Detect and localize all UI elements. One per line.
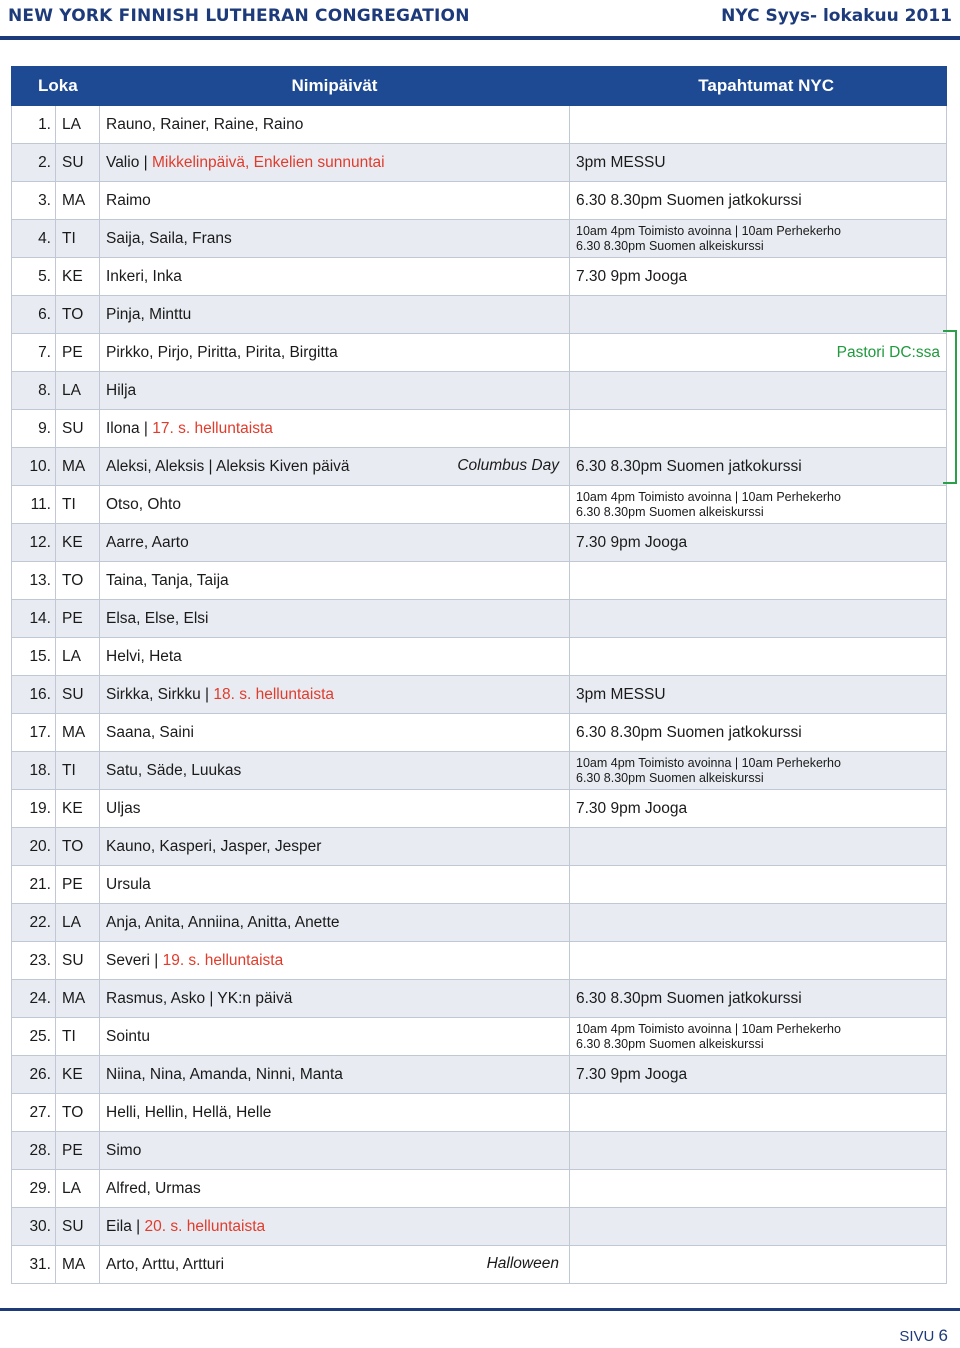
day-number: 30.: [12, 1208, 56, 1246]
name-days: Rauno, Rainer, Raine, Raino: [106, 115, 304, 133]
pastor-note: Pastori DC:ssa: [836, 343, 940, 361]
day-number: 11.: [12, 486, 56, 524]
name-days: Rasmus, Asko | YK:n päivä: [106, 989, 293, 1007]
day-number: 9.: [12, 410, 56, 448]
table-row: [12, 1132, 947, 1170]
table-row: [12, 942, 947, 980]
table-row: [12, 1056, 947, 1094]
day-number: 28.: [12, 1132, 56, 1170]
name-days-cell: [100, 1094, 570, 1132]
name-days-cell: [100, 524, 570, 562]
event-cell: [570, 752, 947, 790]
name-days: Eila |: [106, 1217, 145, 1235]
event-cell: [570, 486, 947, 524]
day-number: 6.: [12, 296, 56, 334]
event: 7.30 9pm Jooga: [576, 799, 688, 817]
weekday: SU: [56, 410, 100, 448]
name-days-cell: [100, 258, 570, 296]
name-days-cell: [100, 1132, 570, 1170]
name-days-cell: [100, 410, 570, 448]
table-row: [12, 980, 947, 1018]
event-cell: [570, 828, 947, 866]
day-number: 22.: [12, 904, 56, 942]
event-cell: [570, 866, 947, 904]
table-row: [12, 1094, 947, 1132]
name-days-cell: [100, 638, 570, 676]
issue-title: NYC Syys- lokakuu 2011: [721, 6, 952, 26]
event: 7.30 9pm Jooga: [576, 267, 688, 285]
day-number: 27.: [12, 1094, 56, 1132]
table-row: [12, 448, 947, 486]
name-days: Sointu: [106, 1027, 150, 1045]
event-cell: [570, 1094, 947, 1132]
event: 6.30 8.30pm Suomen jatkokurssi: [576, 989, 802, 1007]
table-row: [12, 524, 947, 562]
weekday: LA: [56, 1170, 100, 1208]
weekday: TI: [56, 486, 100, 524]
day-number: 16.: [12, 676, 56, 714]
name-days-cell: [100, 486, 570, 524]
event-cell: [570, 600, 947, 638]
event: 6.30 8.30pm Suomen jatkokurssi: [576, 723, 802, 741]
table-row: [12, 144, 947, 182]
event-cell: [570, 372, 947, 410]
event-cell: [570, 182, 947, 220]
name-days: Helvi, Heta: [106, 647, 182, 665]
day-number: 13.: [12, 562, 56, 600]
name-days-cell: [100, 600, 570, 638]
name-days-cell: [100, 1170, 570, 1208]
weekday: TO: [56, 828, 100, 866]
table-row: [12, 182, 947, 220]
event-line: 6.30 8.30pm Suomen alkeiskurssi: [576, 770, 764, 785]
name-days: Pinja, Minttu: [106, 305, 192, 323]
event-cell: [570, 1170, 947, 1208]
name-days: Ilona |: [106, 419, 153, 437]
name-days: Niina, Nina, Amanda, Ninni, Manta: [106, 1065, 343, 1083]
name-days-cell: [100, 980, 570, 1018]
day-number: 12.: [12, 524, 56, 562]
table-row: [12, 372, 947, 410]
weekday: KE: [56, 524, 100, 562]
name-days-cell: [100, 1208, 570, 1246]
weekday: SU: [56, 676, 100, 714]
name-days: Elsa, Else, Elsi: [106, 609, 209, 627]
weekday: TO: [56, 296, 100, 334]
event-line: 6.30 8.30pm Suomen alkeiskurssi: [576, 1036, 764, 1051]
weekday: TO: [56, 1094, 100, 1132]
pastor-away-bracket: [943, 330, 957, 484]
event-cell: [570, 980, 947, 1018]
name-days-cell: [100, 904, 570, 942]
name-days-cell: [100, 790, 570, 828]
name-days-cell: [100, 334, 570, 372]
event-cell: [570, 1132, 947, 1170]
name-days: Valio |: [106, 153, 152, 171]
day-number: 26.: [12, 1056, 56, 1094]
weekday: TO: [56, 562, 100, 600]
table-row: [12, 638, 947, 676]
event-cell: [570, 448, 947, 486]
day-number: 17.: [12, 714, 56, 752]
calendar-table: [11, 66, 947, 1284]
day-number: 1.: [12, 106, 56, 144]
table-row: [12, 714, 947, 752]
footer-label: SIVU: [899, 1328, 935, 1345]
weekday: KE: [56, 790, 100, 828]
table-row: [12, 106, 947, 144]
day-number: 29.: [12, 1170, 56, 1208]
weekday: LA: [56, 372, 100, 410]
table-row: [12, 904, 947, 942]
table-row: [12, 486, 947, 524]
day-number: 8.: [12, 372, 56, 410]
page-footer: [899, 1326, 948, 1346]
table-row: [12, 790, 947, 828]
name-days-cell: [100, 106, 570, 144]
event: 7.30 9pm Jooga: [576, 1065, 688, 1083]
table-row: [12, 866, 947, 904]
event-cell: [570, 790, 947, 828]
weekday: TI: [56, 220, 100, 258]
day-number: 20.: [12, 828, 56, 866]
event-cell: [570, 144, 947, 182]
event-line: 10am 4pm Toimisto avoinna | 10am Perhekerho: [576, 489, 841, 504]
name-days-cell: [100, 562, 570, 600]
name-days: Arto, Arttu, Artturi: [106, 1255, 225, 1273]
name-days-cell: [100, 1246, 570, 1284]
weekday: KE: [56, 1056, 100, 1094]
name-days: Inkeri, Inka: [106, 267, 182, 285]
church-holiday: 17. s. helluntaista: [152, 419, 273, 437]
name-days: Aarre, Aarto: [106, 533, 189, 551]
name-days: Satu, Säde, Luukas: [106, 761, 242, 779]
weekday: PE: [56, 1132, 100, 1170]
table-row: [12, 1208, 947, 1246]
name-days: Helli, Hellin, Hellä, Helle: [106, 1103, 272, 1121]
table-row: [12, 258, 947, 296]
event-cell: [570, 638, 947, 676]
event-cell: [570, 296, 947, 334]
church-holiday: Mikkelinpäivä, Enkelien sunnuntai: [151, 153, 385, 171]
table-row: [12, 1018, 947, 1056]
weekday: MA: [56, 1246, 100, 1284]
day-number: 15.: [12, 638, 56, 676]
header-names: Nimipäivät: [100, 67, 570, 106]
page-header: [0, 0, 960, 36]
event: 6.30 8.30pm Suomen jatkokurssi: [576, 191, 802, 209]
day-number: 18.: [12, 752, 56, 790]
weekday: TI: [56, 1018, 100, 1056]
weekday: MA: [56, 448, 100, 486]
church-holiday: 20. s. helluntaista: [144, 1217, 266, 1235]
name-days-cell: [100, 676, 570, 714]
table-row: [12, 676, 947, 714]
weekday: SU: [56, 1208, 100, 1246]
name-days: Alfred, Urmas: [106, 1179, 201, 1197]
name-days-cell: [100, 828, 570, 866]
event-cell: [570, 410, 947, 448]
weekday: SU: [56, 144, 100, 182]
event-cell: [570, 1208, 947, 1246]
event-cell: [570, 904, 947, 942]
congregation-title: NEW YORK FINNISH LUTHERAN CONGREGATION: [8, 6, 470, 26]
name-days-cell: [100, 752, 570, 790]
table-row: [12, 752, 947, 790]
event: 3pm MESSU: [576, 685, 666, 703]
day-number: 7.: [12, 334, 56, 372]
name-days-cell: [100, 866, 570, 904]
name-days: Sirkka, Sirkku |: [106, 685, 214, 703]
day-number: 25.: [12, 1018, 56, 1056]
event-line: 10am 4pm Toimisto avoinna | 10am Perhekerho: [576, 223, 841, 238]
weekday: TI: [56, 752, 100, 790]
name-days: Uljas: [106, 799, 141, 817]
name-days-cell: [100, 144, 570, 182]
name-days: Saija, Saila, Frans: [106, 229, 232, 247]
day-number: 5.: [12, 258, 56, 296]
event-line: 6.30 8.30pm Suomen alkeiskurssi: [576, 238, 764, 253]
name-days: Saana, Saini: [106, 723, 194, 741]
day-number: 21.: [12, 866, 56, 904]
event: 6.30 8.30pm Suomen jatkokurssi: [576, 457, 802, 475]
name-days: Hilja: [106, 381, 137, 399]
weekday: MA: [56, 182, 100, 220]
weekday: MA: [56, 980, 100, 1018]
weekday: SU: [56, 942, 100, 980]
name-days-cell: [100, 942, 570, 980]
weekday: MA: [56, 714, 100, 752]
weekday: PE: [56, 334, 100, 372]
weekday: LA: [56, 904, 100, 942]
name-days: Taina, Tanja, Taija: [106, 571, 229, 589]
event-cell: [570, 334, 947, 372]
day-number: 24.: [12, 980, 56, 1018]
event-cell: [570, 1246, 947, 1284]
event-line: 10am 4pm Toimisto avoinna | 10am Perhekerho: [576, 755, 841, 770]
weekday: PE: [56, 600, 100, 638]
name-days-cell: [100, 1018, 570, 1056]
weekday: LA: [56, 106, 100, 144]
table-row: [12, 1170, 947, 1208]
event-cell: [570, 714, 947, 752]
header-divider: [0, 36, 960, 40]
name-days-cell: [100, 296, 570, 334]
name-days: Otso, Ohto: [106, 495, 181, 513]
day-number: 3.: [12, 182, 56, 220]
day-number: 4.: [12, 220, 56, 258]
event-cell: [570, 258, 947, 296]
event: 7.30 9pm Jooga: [576, 533, 688, 551]
page-number: 6: [938, 1326, 948, 1345]
day-number: 2.: [12, 144, 56, 182]
name-days-cell: [100, 372, 570, 410]
name-days: Simo: [106, 1141, 142, 1159]
name-days: Raimo: [106, 191, 151, 209]
day-number: 19.: [12, 790, 56, 828]
name-days-cell: [100, 448, 570, 486]
table-row: [12, 410, 947, 448]
name-days: Pirkko, Pirjo, Piritta, Pirita, Birgitta: [106, 343, 338, 361]
name-days-cell: [100, 714, 570, 752]
name-days: Severi |: [106, 951, 163, 969]
weekday: KE: [56, 258, 100, 296]
event-line: 6.30 8.30pm Suomen alkeiskurssi: [576, 504, 764, 519]
weekday: PE: [56, 866, 100, 904]
name-days: Anja, Anita, Anniina, Anitta, Anette: [106, 913, 340, 931]
table-row: [12, 334, 947, 372]
name-days: Kauno, Kasperi, Jasper, Jesper: [106, 837, 322, 855]
name-days-cell: [100, 1056, 570, 1094]
table-row: [12, 562, 947, 600]
us-holiday: Columbus Day: [457, 457, 559, 474]
footer-divider: [0, 1308, 960, 1311]
table-row: [12, 828, 947, 866]
day-number: 10.: [12, 448, 56, 486]
day-number: 14.: [12, 600, 56, 638]
event-cell: [570, 106, 947, 144]
day-number: 31.: [12, 1246, 56, 1284]
table-header-row: [12, 67, 947, 106]
church-holiday: 19. s. helluntaista: [162, 951, 284, 969]
event: 3pm MESSU: [576, 153, 666, 171]
event-cell: [570, 562, 947, 600]
event-cell: [570, 524, 947, 562]
table-row: [12, 600, 947, 638]
name-days-cell: [100, 220, 570, 258]
table-row: [12, 220, 947, 258]
table-row: [12, 1246, 947, 1284]
event-cell: [570, 1056, 947, 1094]
header-month: Loka: [12, 67, 100, 106]
header-events: Tapahtumat NYC: [570, 67, 947, 106]
day-number: 23.: [12, 942, 56, 980]
event-cell: [570, 1018, 947, 1056]
name-days: Aleksi, Aleksis | Aleksis Kiven päivä: [106, 457, 350, 475]
event-cell: [570, 942, 947, 980]
name-days-cell: [100, 182, 570, 220]
event-cell: [570, 220, 947, 258]
weekday: LA: [56, 638, 100, 676]
event-line: 10am 4pm Toimisto avoinna | 10am Perhekerho: [576, 1021, 841, 1036]
church-holiday: 18. s. helluntaista: [213, 685, 335, 703]
us-holiday: Halloween: [486, 1255, 559, 1272]
event-cell: [570, 676, 947, 714]
name-days: Ursula: [106, 875, 151, 893]
table-row: [12, 296, 947, 334]
